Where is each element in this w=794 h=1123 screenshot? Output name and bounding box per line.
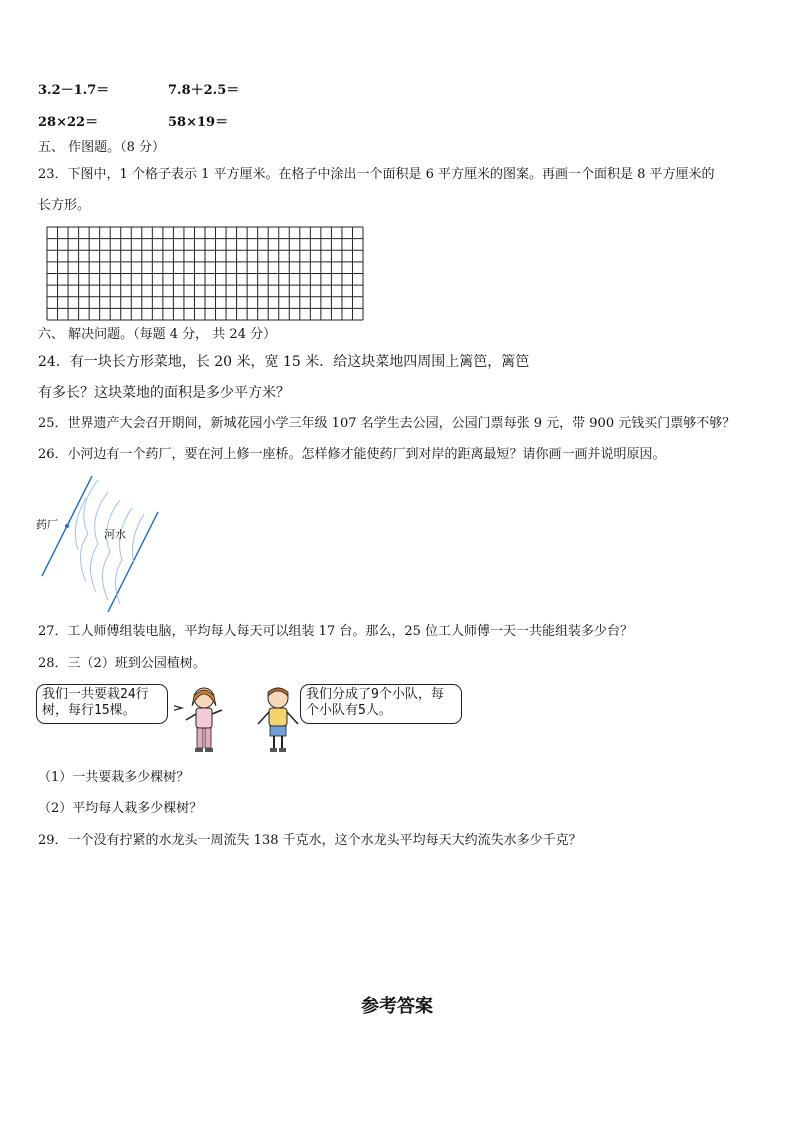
factory-label: 药厂 — [36, 518, 58, 531]
answer-title: 参考答案 — [361, 996, 433, 1017]
far-riverbank — [108, 512, 158, 612]
square-grid[interactable] — [46, 226, 364, 321]
q24-line-2: 有多长？这块菜地的面积是多少平方米？ — [38, 385, 290, 401]
calc-item: 3.2－1.7＝ — [38, 83, 110, 98]
calc-item: 28×22＝ — [38, 115, 99, 130]
boy-figure — [248, 684, 308, 756]
q23-line-2: 长方形。 — [38, 198, 91, 213]
q27-text: 27．工人师傅组装电脑，平均每人每天可以组装 17 台。那么，25 位工人师傅一天一共能组装多少台？ — [38, 624, 634, 639]
calc-row-1 — [38, 83, 240, 99]
q24-line-1: 24．有一块长方形菜地，长 20 米，宽 15 米．给这块菜地四周围上篱笆，篱笆 — [38, 354, 530, 370]
river-label: 河水 — [104, 528, 126, 541]
boy-speech-bubble: 我们分成了9个小队，每个小队有5人。 — [300, 684, 462, 724]
girl-figure — [174, 684, 234, 756]
q23-line-1: 23．下图中，1 个格子表示 1 平方厘米。在格子中涂出一个面积是 6 平方厘米的图案。再画一个面积是 8 平方厘米的 — [38, 167, 715, 182]
river-diagram — [36, 474, 166, 616]
q29-text: 29．一个没有拧紧的水龙头一周流失 138 千克水，这个水龙头平均每天大约流失水多少千克？ — [38, 833, 582, 848]
factory-point — [65, 524, 69, 528]
calc-item: 58×19＝ — [168, 115, 229, 130]
calc-item: 7.8＋2.5＝ — [168, 83, 240, 98]
q25-text: 25．世界遗产大会召开期间，新城花园小学三年级 107 名学生去公园，公园门票每张 9 元，带 900 元钱买门票够不够？ — [38, 416, 736, 431]
q28-sub-1: （1）一共要栽多少棵树？ — [38, 770, 190, 785]
calc-row-2 — [38, 115, 229, 131]
section-6-title: 六、 解决问题。（每题 4 分， 共 24 分） — [38, 327, 277, 342]
q28-text: 28．三（2）班到公园植树。 — [38, 656, 206, 671]
kids-illustration — [36, 684, 466, 756]
q28-sub-2: （2）平均每人栽多少棵树？ — [38, 801, 203, 816]
q26-text: 26．小河边有一个药厂，要在河上修一座桥。怎样修才能使药厂到对岸的距离最短？请你画一画并说明原因。 — [38, 447, 666, 462]
girl-speech-bubble: 我们一共要栽24行树，每行15棵。 — [36, 684, 168, 724]
water-waves — [75, 480, 144, 604]
section-5-title: 五、 作图题。（8 分） — [38, 140, 166, 155]
